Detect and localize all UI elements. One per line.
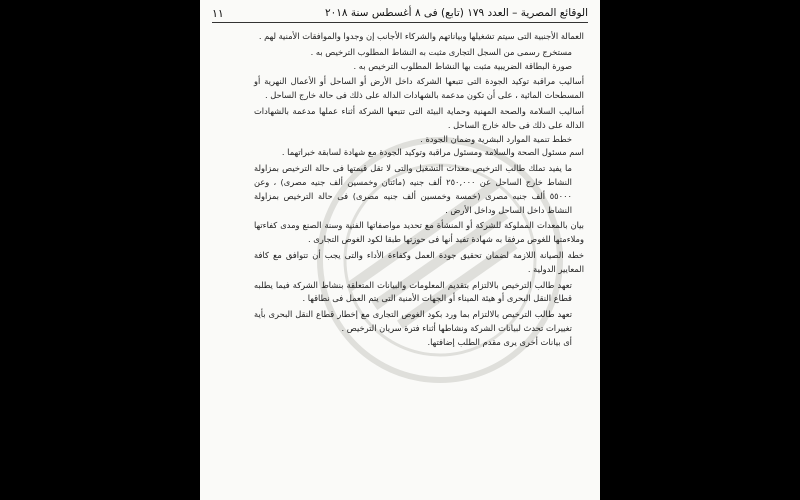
paragraph-6: خطط تنمية الموارد البشرية وضمان الجودة . xyxy=(420,133,572,144)
document-body xyxy=(254,30,584,350)
paragraph-10: خطة الصيانة اللازمة لضمان تحقيق جودة العمل وكفاءة الأداء والتى يجب أن تتوافق مع كافة المعايير الدولية . xyxy=(254,249,584,274)
page-number: ١١ xyxy=(212,6,224,20)
paragraph-8: ما يفيد تملك طالب الترخيص معدات التشغيل والتى لا تقل قيمتها فى حالة الترخيص بمزاولة النشاط خارج الساحل عن ٢٥٠,٠٠٠ ألف جنيه (مائتان وخمسين ألف جنيه مصرى) ، وعن ٥٥٠٠٠ ألف جنيه مصرى (خمسة وخمسين ألف جنيه مصرى) فى حالة الترخيص بمزاولة النشاط داخل الساحل وداخل الأرض . xyxy=(254,163,572,215)
document-page xyxy=(200,0,600,500)
paragraph-4: أساليب مراقبة توكيد الجودة التى تتبعها الشركة داخل الأرض أو الساحل أو الأعمال النهرية أو المسطحات المائية ، على أن تكون مدعمة بالشهادات الدالة على ذلك فى حالة خارج الساحل . xyxy=(254,76,584,101)
paragraph-3: صورة البطاقة الضريبية مثبت بها النشاط المطلوب الترخيص به . xyxy=(353,60,572,71)
paragraph-1: العمالة الأجنبية التى سيتم تشغيلها وبياناتهم والشركاء الأجانب إن وجدوا والموافقات الأمنية لهم . xyxy=(258,31,584,41)
paragraph-5: أساليب السلامة والصحة المهنية وحماية البيئة التى تتبعها الشركة أثناء عملها مدعمة بالشهادات الدالة على ذلك فى حالة خارج الساحل . xyxy=(254,105,584,130)
paragraph-2: مستخرج رسمى من السجل التجارى مثبت به النشاط المطلوب الترخيص به . xyxy=(310,46,572,57)
paragraph-9: بيان بالمعدات المملوكة للشركة أو المنشأة مع تحديد مواصفاتها الفنية وسنة الصنع ومدى كفاءتها وملاءمتها للغوص مرفقا به شهادة تفيد أنها فى حوزتها طبقا لكود الغوص التجارى . xyxy=(254,220,584,245)
header-title: الوقائع المصرية – العدد ١٧٩ (تابع) فى ٨ أغسطس سنة ٢٠١٨ xyxy=(324,7,588,19)
paragraph-11: تعهد طالب الترخيص بالالتزام بتقديم المعلومات والبيانات المتعلقة بنشاط الشركة فيما يطلبه قطاع النقل البحرى أو هيئة الميناء أو الجهات الأمنية التى يتم العمل فى نطاقها . xyxy=(254,279,572,304)
paragraph-13: أى بيانات أخرى يرى مقدم الطلب إضافتها. xyxy=(427,336,572,347)
page-header xyxy=(212,4,588,23)
paragraph-7: اسم مسئول الصحة والسلامة ومسئول مراقبة وتوكيد الجودة مع شهادة لسابقة خبراتهما . xyxy=(281,147,584,158)
paragraph-12: تعهد طالب الترخيص بالالتزام بما ورد بكود الغوص التجارى مع إخطار قطاع النقل البحرى بأية تغييرات تحدث لبيانات الشركة ونشاطها أثناء فترة سريان الترخيص . xyxy=(254,309,572,333)
